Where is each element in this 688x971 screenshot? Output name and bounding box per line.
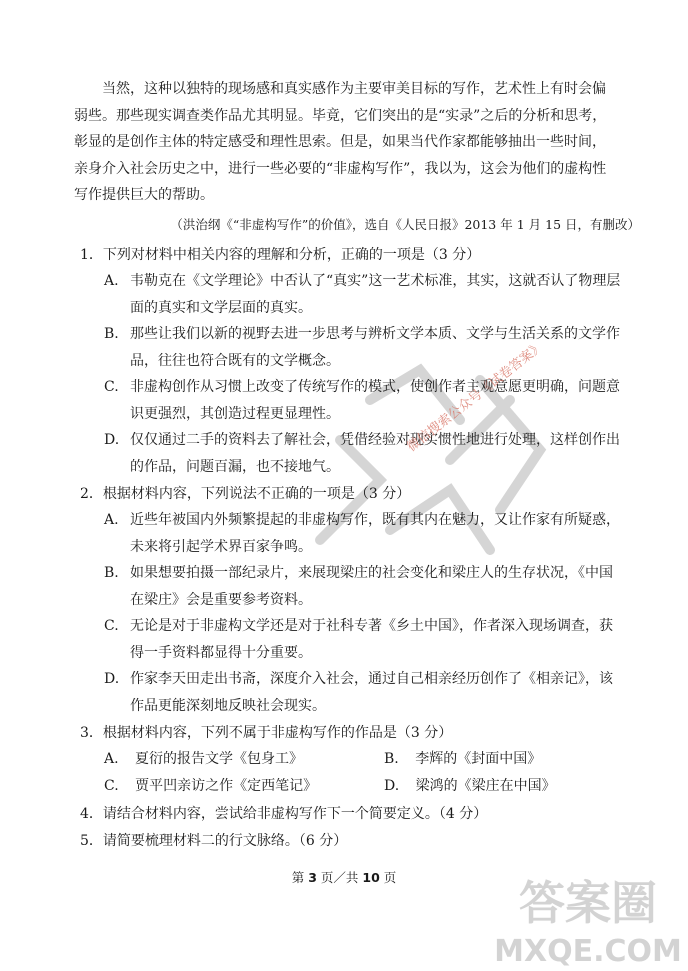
option-letter: B. <box>384 751 399 767</box>
passage-line: 亲身介入社会历史之中，进行一些必要的“非虚构写作”，我以为，这会为他们的虚构性 <box>74 160 607 177</box>
passage-line: 写作提供巨大的帮助。 <box>74 187 214 203</box>
footer-suffix: 页 <box>383 870 397 885</box>
option-text: 非虚构创作从习惯上改变了传统写作的模式，使创作者主观意愿更明确，问题意识更强烈，其创造过程更显理性。 <box>130 379 620 422</box>
red-watermark-text: 微信搜索公众号《试卷答案》 <box>404 339 547 455</box>
option-text: 如果想要拍摄一部纪录片，来展现梁庄的社会变化和梁庄人的生存状况，《中国在梁庄》会是重要参考资料。 <box>130 565 613 608</box>
corner-logo-url: MXQE.COM <box>494 934 682 969</box>
question-2-stem: 2．根据材料内容，下列说法不正确的一项是（3 分） <box>80 486 411 502</box>
question-3-stem: 3．根据材料内容，下列不属于非虚构写作的作品是（3 分） <box>80 725 453 741</box>
option-text: 近些年被国内外频繁提起的非虚构写作，既有其内在魅力，又让作家有所疑惑，未来将引起学术界百家争鸣。 <box>130 512 620 555</box>
option-text: 李辉的《封面中国》 <box>415 751 542 767</box>
question-2-option-c <box>104 613 624 667</box>
passage-line: 弱些。那些现实调查类作品尤其明显。毕竟，它们突出的是“实录”之后的分析和思考， <box>74 107 607 124</box>
question-4-stem: 4．请结合材料内容，尝试给非虚构写作下一个简要定义。（4 分） <box>80 806 488 822</box>
question-1-stem: 1．下列对材料中相关内容的理解和分析，正确的一项是（3 分） <box>80 247 481 263</box>
passage-line: 当然，这种以独特的现场感和真实感作为主要审美目标的写作，艺术性上有时会偏 <box>102 81 606 97</box>
passage-line: 彰显的是创作主体的特定感受和理性思索。但是，如果当代作家都能够抽出一些时间， <box>74 134 606 150</box>
option-text: 韦勒克在《文学理论》中否认了“真实”这一艺术标准，其实，这就否认了物理层面的真实和文学层面的真实。 <box>130 273 621 316</box>
option-letter: A. <box>104 751 119 767</box>
question-3-option-d <box>384 773 556 799</box>
option-text: 作家李天田走出书斋，深度介入社会，通过自己相亲经历创作了《相亲记》，该作品更能深刻地反映社会现实。 <box>130 671 613 714</box>
option-letter: D. <box>384 778 400 794</box>
option-letter: C. <box>104 778 119 794</box>
question-1-option-d <box>104 427 624 481</box>
question-3-option-a <box>104 746 303 772</box>
option-letter: C. <box>104 379 119 395</box>
option-letter: A. <box>104 273 119 289</box>
option-text: 那些让我们以新的视野去进一步思考与辨析文学本质、文学与生活关系的文学作品，往往也符合既有的文学概念。 <box>130 326 620 369</box>
footer-mid: 页／共 <box>320 870 359 885</box>
question-1-option-c <box>104 374 624 428</box>
question-3-option-b <box>384 746 541 772</box>
question-2-option-d <box>104 666 624 720</box>
corner-logo-watermark-icon <box>488 861 688 971</box>
option-letter: A. <box>104 512 119 528</box>
option-text: 贾平凹亲访之作《定西笔记》 <box>135 778 318 794</box>
corner-logo-text: 答案圈 <box>519 876 657 930</box>
question-1-option-b <box>104 321 624 375</box>
passage <box>74 76 634 209</box>
option-text: 仅仅通过二手的资料去了解社会，凭借经验对现实惯性地进行处理，这样创作出的作品，问题百漏，也不接地气。 <box>130 432 620 475</box>
option-text: 梁鸿的《梁庄在中国》 <box>415 778 556 794</box>
question-2-option-a <box>104 507 624 561</box>
footer-page-number: 3 <box>308 870 317 885</box>
footer-total-pages: 10 <box>362 870 380 885</box>
option-letter: C. <box>104 618 119 634</box>
question-5-stem: 5．请简要梳理材料二的行文脉络。（6 分） <box>80 833 348 849</box>
passage-source: （洪治纲《“非虚构写作”的价值》，选自《人民日报》2013 年 1 月 15 日，有删改） <box>170 217 640 232</box>
question-2-option-b <box>104 560 624 614</box>
option-letter: B. <box>104 326 119 342</box>
option-text: 无论是对于非虚构文学还是对于社科专著《乡土中国》，作者深入现场调查，获得一手资料都显得十分重要。 <box>130 618 613 661</box>
option-letter: B. <box>104 565 119 581</box>
footer-prefix: 第 <box>291 870 305 885</box>
option-letter: D. <box>104 432 120 448</box>
option-text: 夏衍的报告文学《包身工》 <box>135 751 304 767</box>
option-letter: D. <box>104 671 120 687</box>
question-1-option-a <box>104 268 624 322</box>
question-3-option-c <box>104 773 317 799</box>
